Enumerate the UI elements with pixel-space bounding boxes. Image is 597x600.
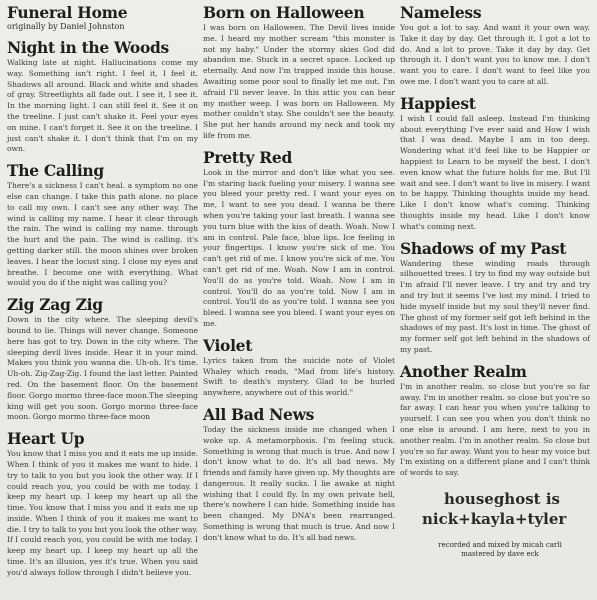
band-members-line: nick+kayla+tyler <box>422 509 567 528</box>
lyrics-column-3 <box>400 0 590 600</box>
song-block <box>7 296 198 423</box>
song-block <box>400 4 590 88</box>
song-title: Zig Zag Zig <box>7 295 103 315</box>
band-name-line: houseghost is <box>444 489 560 508</box>
song-lyrics: You know that I miss you and it eats me up inside. When I think of you it makes me want to hide. I try to talk to you but you look the other way. If I could reach you, you could be with me today. I keep my heart up. I keep my heart up all the time. You know that I miss you and it eats me up inside. When I think of you it makes me want to die. I try to talk to you but you look the other way. If I could reach you, you could be with me today. I keep my heart up. I keep my heart up all the time. It's an illusion, yes it's true. When you said you'd always follow through I didn't believe you. <box>7 449 198 577</box>
song-block <box>400 240 590 356</box>
song-block <box>203 337 395 399</box>
song-lyrics: Lyrics taken from the suicide note of Violet Whaley which reads, "Mad from life's history. Swift to death's mystery. Glad to be hurled anywhere, anywhere out of this world." <box>203 355 395 398</box>
lyrics-column-1 <box>7 0 198 600</box>
song-block <box>7 39 198 155</box>
song-title: Night in the Woods <box>7 38 169 57</box>
song-block <box>7 430 198 579</box>
song-title: Pretty Red <box>203 147 292 167</box>
song-block <box>7 4 198 32</box>
song-lyrics: Look in the mirror and don't like what you see. I'm staring back fueling your misery. I wanna see you bleed your pretty red. I want your eyes on me, I want to see you dead. I wanna be there when you're taking your last breath. I wanna see you turn blue with the kiss of death. Woah. Now I am in control. Pale face, blue lips. Ice feeling in your fingertips. I know you're sick of me. You can't get rid of me. I know you're sick of me. You can't get rid of me. Woah. Now I am in control. You'll do as you're told. Woah. Now I am in control. You'll do as you're told. Now I am in control. You'll do as you're told. I wanna see you bleed. I wanna see you bleed. I want your eyes on me. <box>203 167 395 328</box>
mastering-credit: mastered by dave eck <box>461 549 539 558</box>
song-block <box>203 4 395 142</box>
song-block <box>400 95 590 233</box>
song-title: Another Realm <box>400 361 527 381</box>
song-block <box>203 149 395 330</box>
song-credit: originally by Daniel Johnston <box>7 22 125 31</box>
song-title: Heart Up <box>7 429 85 449</box>
song-title: The Calling <box>7 161 104 181</box>
song-lyrics: I was born on Halloween. The Devil lives inside me. I heard my mother scream "this monster is not my baby." Under the stormy skies God did abandon me. Stuck in a secret space. Locked up eternally. And now I'm trapped inside this house. Awaiting some poor soul to finally let me out. I'm afraid I'll never leave. In this attic you can hear my mother weep. I was born on Halloween. My mother couldn't stay. She couldn't see the beauty. She put her hands around my neck and took my life from me. <box>203 23 395 140</box>
song-block <box>400 363 590 479</box>
song-lyrics: I'm in another realm. so close but you're so far away. I'm in another realm. so close but you're so far away. I can hear you when you're talking to yourself. I can see you when you don't think no one else is around. I am here, next to you in another realm. I'm in another realm. So close but you're so far away. Want you to hear my voice but I'm existing on a different plane and I can't think of words to say. <box>400 381 590 478</box>
band-lineup <box>400 489 590 529</box>
song-lyrics: Walking late at night. Hallucinations come my way. Something isn't right. I feel it, I feel it. Shadows all around. Black and white and shades of gray. Streetlights all fade out. I see it, I see it. In the morning light. I can still feel it. See it on the treeline. I just can't shake it. Feel your eyes on mine. I can't forget it. See it on the treeline. I just can't shake it. I don't think that I'm on my own. <box>7 58 198 154</box>
song-title: Shadows of my Past <box>400 238 567 258</box>
song-title: Born on Halloween <box>203 3 365 22</box>
song-lyrics: Today the sickness inside me changed when I woke up. A metamorphosis. I'm feeling stuck. Something is wrong that much is true. And now I don't know what to do. It's all bad news. My friends and family have given up. My thoughts are dangerous. It really sucks. I lie awake at night wishing that I could fly. In my own private hell, there's nowhere I can hide. Something inside has been changed. My DNA's been rearranged. Something is wrong that much is true. And now I don't know what to do. It's all bad news. <box>203 424 395 542</box>
song-lyrics: You got a lot to say. And want it your own way. Take it day by day. Get through it. I got a lot to do. And a lot to prove. Take it day by day. Get through it. I don't want you to know me. I don't want you to care. I don't want to feel like you owe me. I don't want you to care at all. <box>400 23 590 86</box>
song-lyrics: There's a sickness I can't heal. a symptom no one else can change. I take this path alone. no place to call my own. I can't see any other way. The wind is calling my name. I hear it clear through the rain. The wind is calling my name. through the hurt and the pain. The wind is calling. it's getting darker still. the moon shines over broken leaves. I hear the locust sing. I close my eyes and breathe. I become one with everything. What would you do if the night was calling you? <box>7 181 198 288</box>
song-lyrics: I wish I could fall asleep. Instead I'm thinking about everything I've ever said and How I wish that I was dead. Maybe I am in too deep. Wondering what it'd feel like to be Happier or happiest to Learn to be myself the best. I don't even know what the future holds for me. But I'll wait and see. I don't want to live in misery. I want to be happy. Thinking thoughts inside my head. Like I don't know what's coming. Thinking thoughts inside my head. Like I don't know what's coming next. <box>400 113 590 231</box>
lyrics-column-2 <box>203 0 395 600</box>
song-title: Happiest <box>400 93 476 113</box>
production-credits <box>400 541 590 559</box>
song-block <box>7 162 198 289</box>
song-title: All Bad News <box>203 404 315 424</box>
song-block <box>203 406 395 544</box>
song-title: Funeral Home <box>7 3 128 22</box>
song-lyrics: Wandering these winding roads through silhouetted trees. I try to find my way outside but I'm afraid I'll never leave. I try and try and try and try but it seems I've lost my mind. I tried to hide myself inside but my soul they'll never find. The ghost of my former self got left behind in the shadows of my past. It's lost in time. The ghost of my former self got left behind in the shadows of my past. <box>400 258 590 354</box>
song-lyrics: Down in the city where. The sleeping devil's bound to lie. Things will never change. Someone here has got to try. Down in the city where. The sleeping devil lives inside. Hear it in your mind. Makes you think you wanna die. Uh-oh. It's time. Uh-oh. Zig-Zag-Zig. I found the last letter. Painted red. On the basement floor. On the basement floor. Gorgo mormo three-face moon.The sleeping king will get you soon. Gorgo mormo three-face moon. Gorgo mormo three-face moon <box>7 315 198 422</box>
song-title: Violet <box>203 335 253 355</box>
recording-credit: recorded and mixed by micah carli <box>438 540 562 549</box>
song-title: Nameless <box>400 3 482 22</box>
